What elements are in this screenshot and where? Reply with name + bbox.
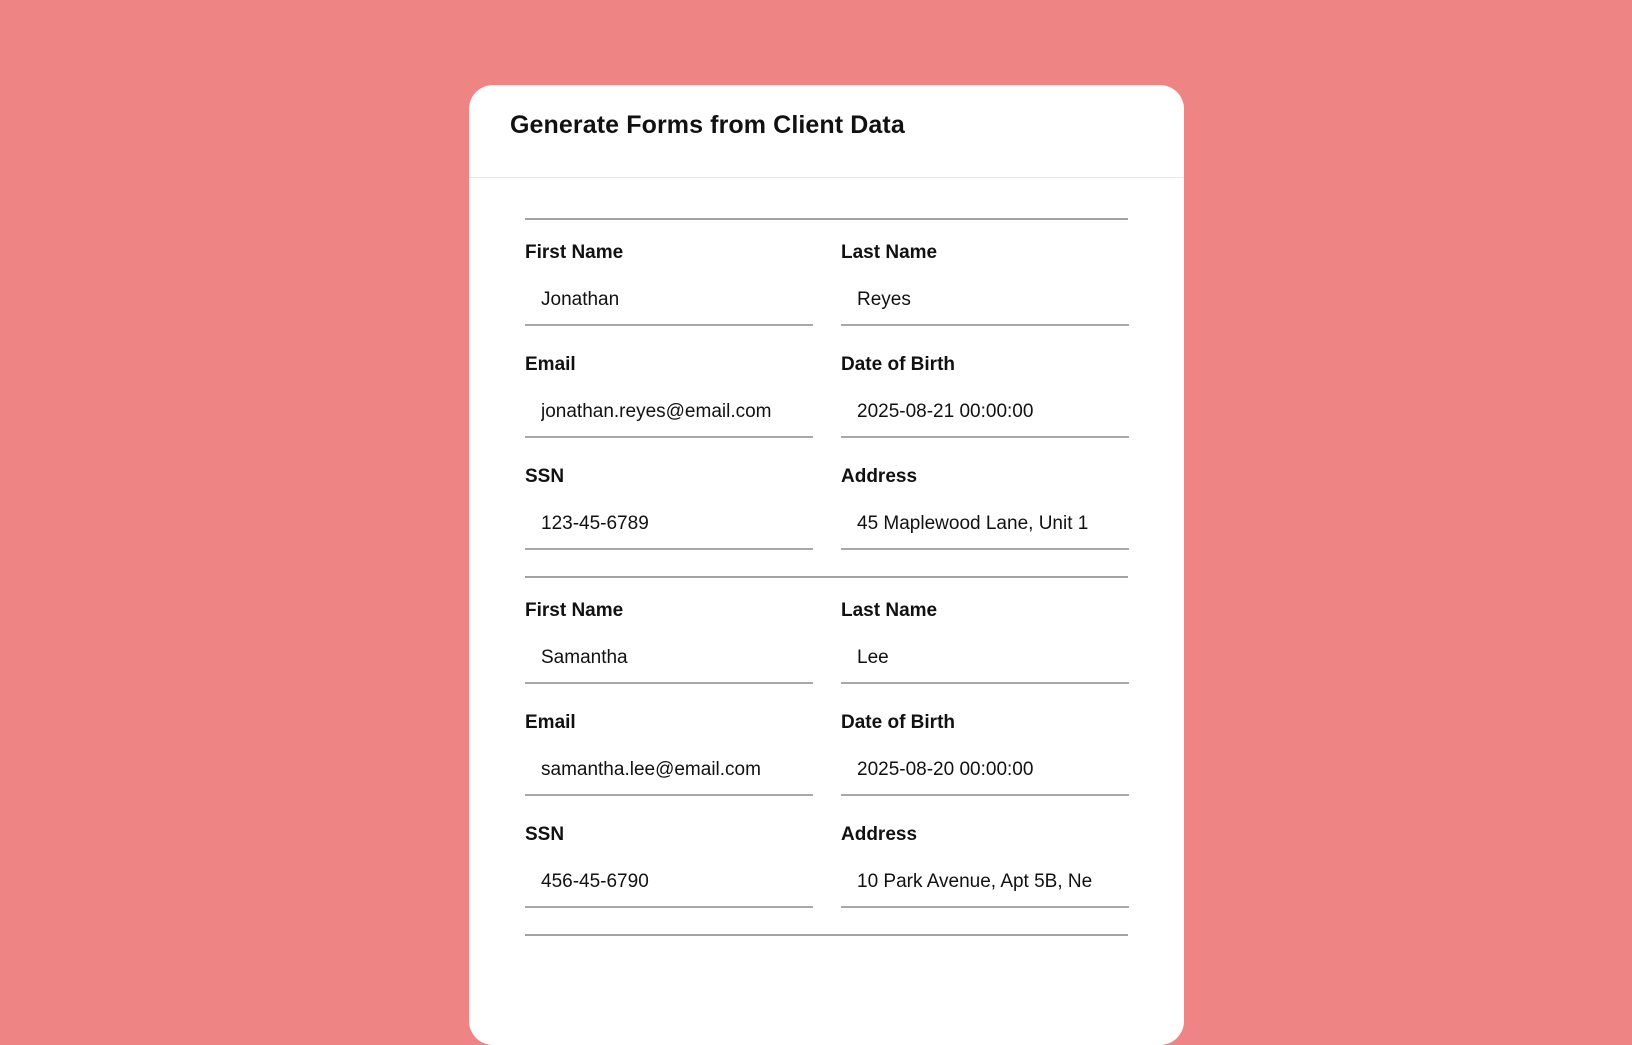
last-name-label: Last Name <box>841 242 938 263</box>
client-forms-card <box>469 85 1184 1045</box>
first-name-field-group <box>525 242 813 326</box>
address-input[interactable] <box>841 858 1129 908</box>
address-label: Address <box>841 466 918 487</box>
client-form-record-divider <box>525 934 1128 984</box>
last-name-field-group <box>841 242 1129 326</box>
email-label: Email <box>525 712 576 733</box>
dob-field-group <box>841 354 1129 438</box>
first-name-input[interactable] <box>525 276 813 326</box>
last-name-field-group <box>841 600 1129 684</box>
ssn-field-group <box>525 466 813 550</box>
address-input[interactable] <box>841 500 1129 550</box>
dob-input[interactable] <box>841 388 1129 438</box>
ssn-label: SSN <box>525 824 565 845</box>
email-label: Email <box>525 354 576 375</box>
last-name-input[interactable] <box>841 276 1129 326</box>
client-form-record <box>525 576 1128 934</box>
forms-list <box>469 178 1184 984</box>
first-name-input[interactable] <box>525 634 813 684</box>
first-name-label: First Name <box>525 242 624 263</box>
first-name-field-group <box>525 600 813 684</box>
dob-field-group <box>841 712 1129 796</box>
card-header <box>469 85 1184 178</box>
address-field-group <box>841 466 1129 550</box>
dob-label: Date of Birth <box>841 354 955 375</box>
ssn-field-group <box>525 824 813 908</box>
first-name-label: First Name <box>525 600 624 621</box>
email-input[interactable] <box>525 388 813 438</box>
last-name-input[interactable] <box>841 634 1129 684</box>
dob-input[interactable] <box>841 746 1129 796</box>
email-input[interactable] <box>525 746 813 796</box>
last-name-label: Last Name <box>841 600 938 621</box>
ssn-input[interactable] <box>525 500 813 550</box>
ssn-label: SSN <box>525 466 565 487</box>
dob-label: Date of Birth <box>841 712 955 733</box>
email-field-group <box>525 354 813 438</box>
email-field-group <box>525 712 813 796</box>
address-field-group <box>841 824 1129 908</box>
page-title: Generate Forms from Client Data <box>510 111 905 139</box>
address-label: Address <box>841 824 918 845</box>
ssn-input[interactable] <box>525 858 813 908</box>
client-form-record <box>525 218 1128 576</box>
